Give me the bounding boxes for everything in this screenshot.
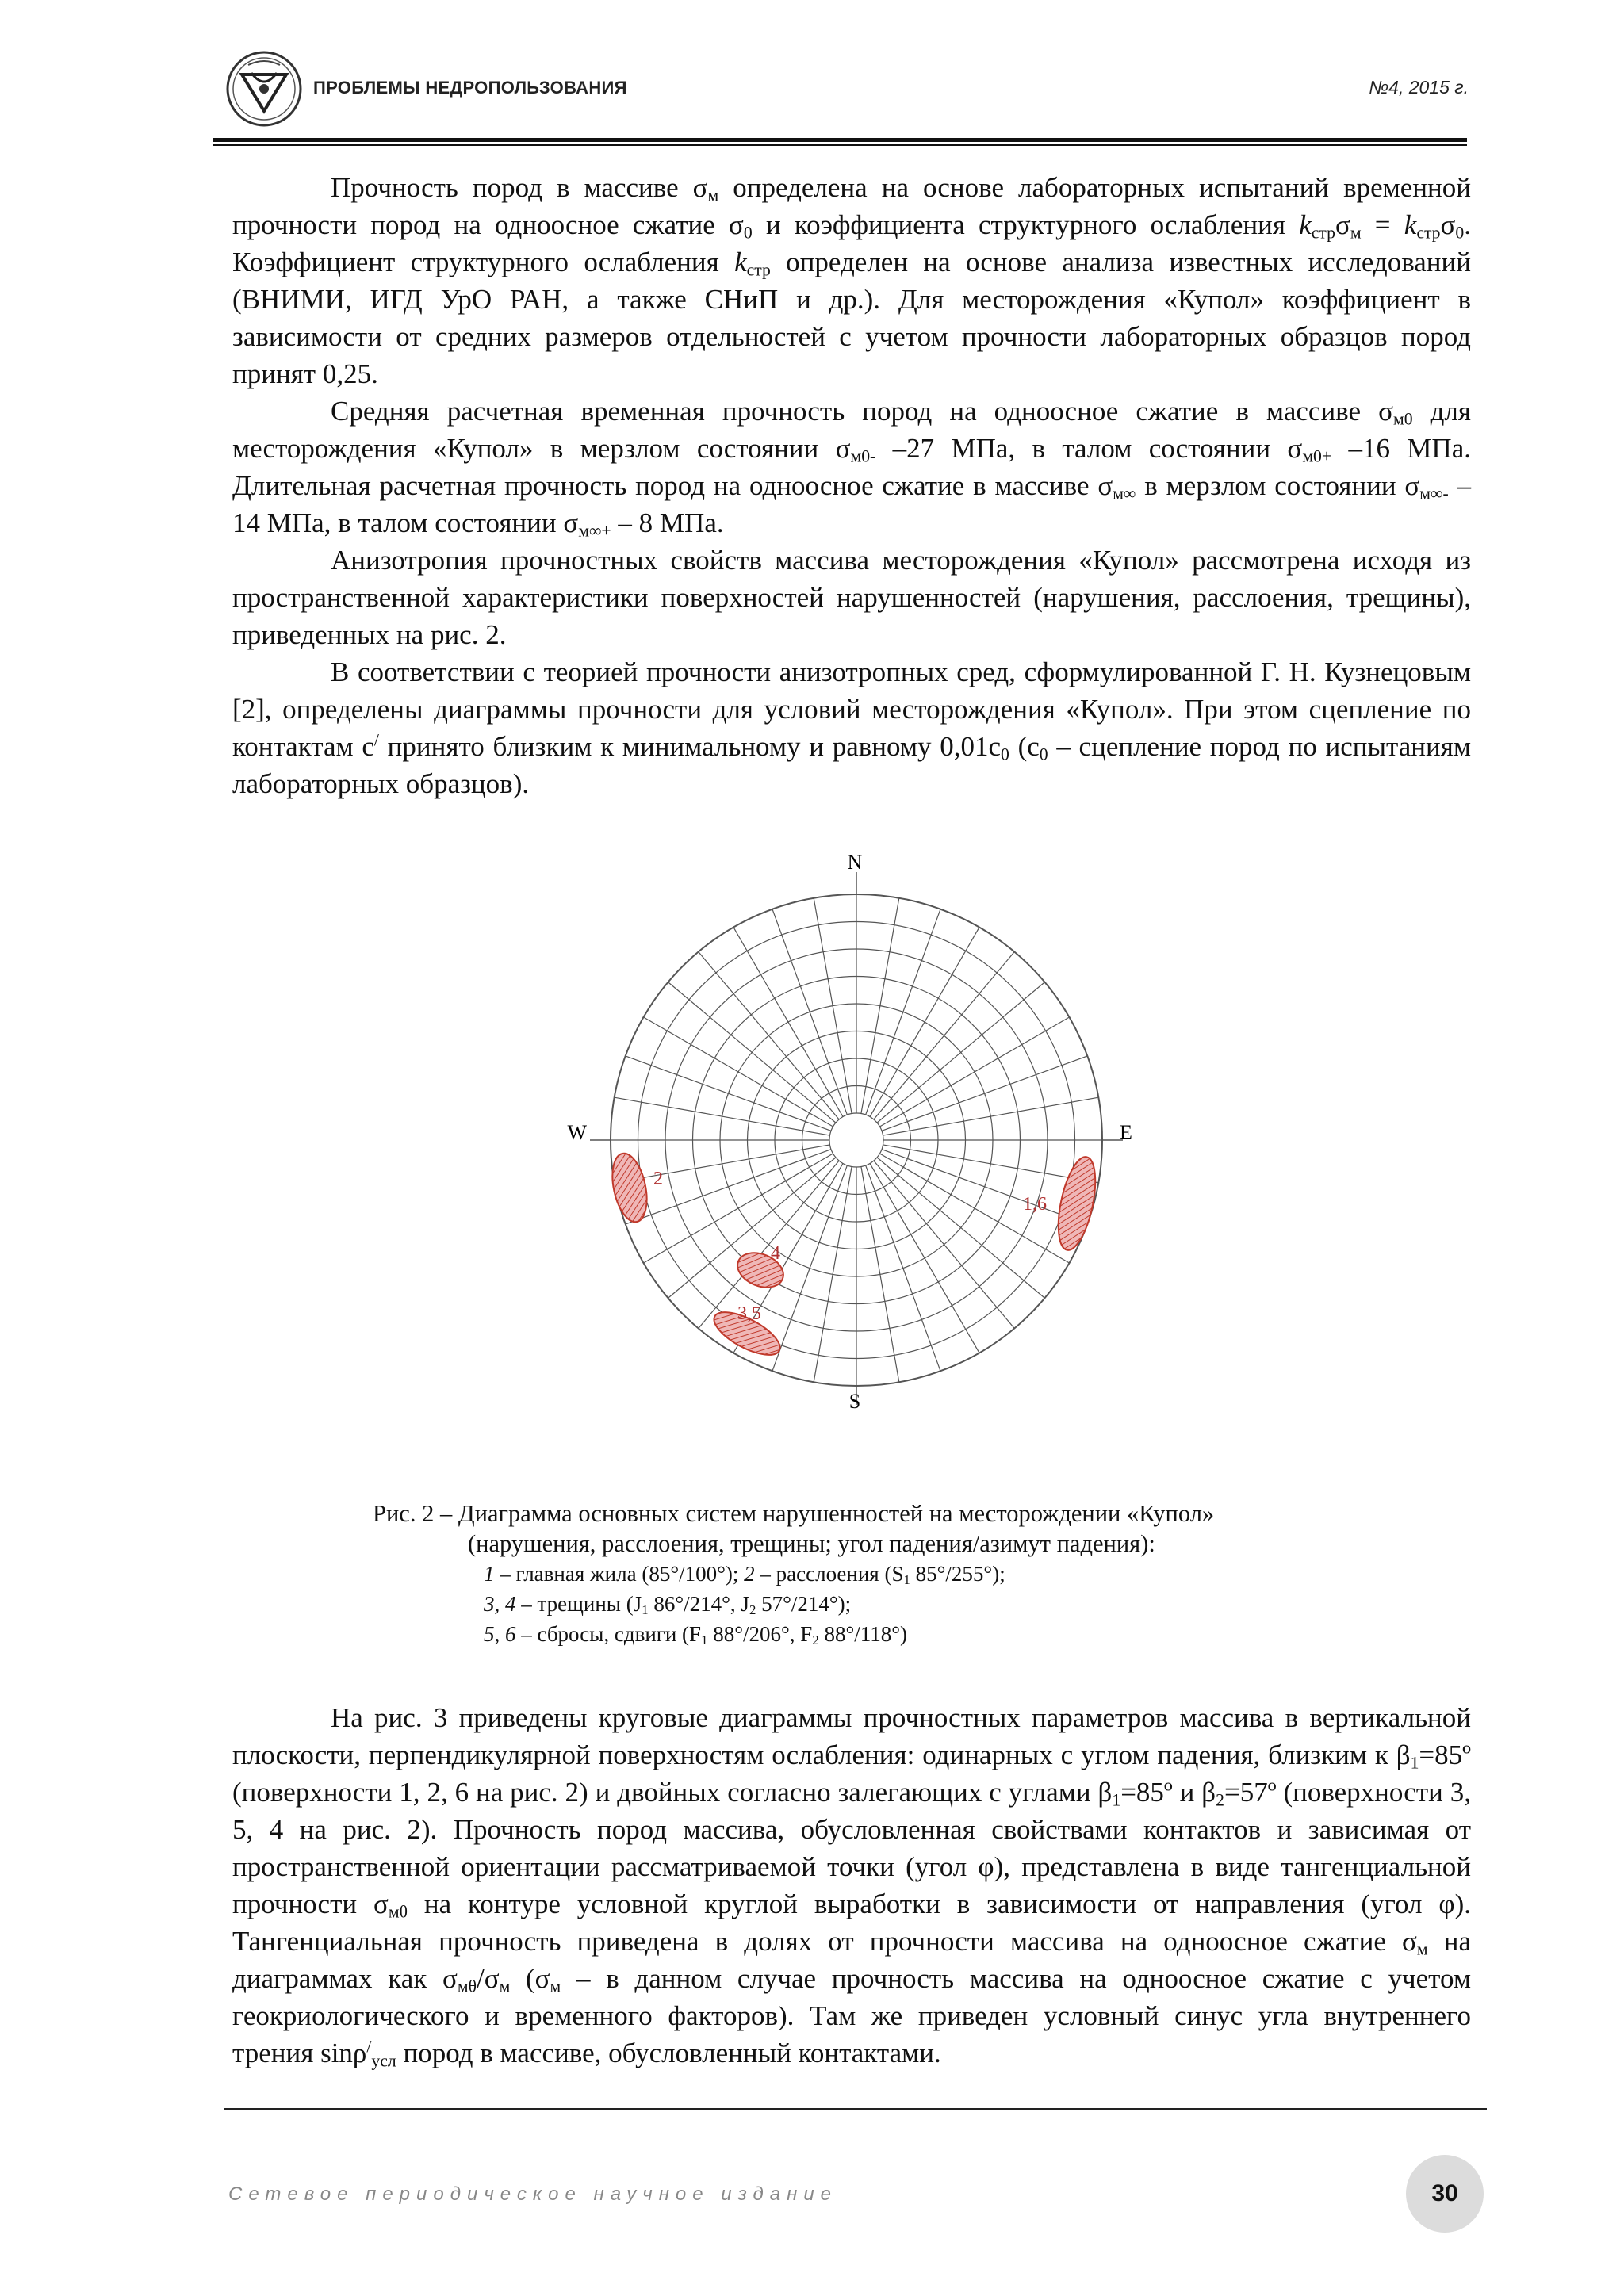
paragraph-5: На рис. 3 приведены круговые диаграммы прочностных параметров массива в вертикальной плоскости, перпендикулярной поверхностям ослабления: одинарных с углом падения, близким к $\beta_1=85º$ (поверхности 1, 2, 6 на рис. 2) и двойных согласно залегающих с углами $\beta_1=85º$ и $\beta_2=57º$ (поверхности 3, 5, 4 на рис. 2). Прочность пород массива, обусловленная свойствами контактов и зависимая от пространственной ориентации рассматриваемой точки (угол φ), представлена в виде тангенциальной прочности $\sigma_{м\theta}$ на контуре условной круглой выработки в зависимости от направления (угол φ). Тангенциальная прочность приведена в долях от прочности массива на одноосное сжатие $\sigma_м$ на диаграммах как $\sigma_{м\theta}/\sigma_м$ ($\sigma_м$ – в данном случае прочность массива на одноосное сжатие с учетом геокриологического и временного факторов). Там же приведен условный синус угла внутреннего трения sinρ/$_{усл}$ пород в массиве, обусловленный контактами. [232, 1702, 1471, 2071]
header-rule-thin [213, 144, 1467, 146]
grid-radial [883, 1097, 1098, 1135]
grid-radial [814, 898, 852, 1114]
stereonet-figure [555, 840, 1158, 1443]
footer-publication-note: Сетевое периодическое научное издание [228, 2183, 838, 2205]
body-text-top [232, 169, 1471, 802]
figure-caption [373, 1498, 1483, 1649]
grid-radial [870, 1163, 979, 1353]
zone-label-2: 2 [653, 1169, 663, 1189]
grid-radial [861, 898, 899, 1114]
paragraph-4: В соответствии с теорией прочности анизотропных сред, сформулированной Г. Н. Кузнецовым [2], определены диаграммы прочности для условий месторождения «Купол». При этом сцепление по контактам с/ принято близким к минимальному и равному $0,01с_0$ ($с_0$ – сцепление пород по испытаниям лабораторных образцов). [232, 656, 1471, 799]
stereonet-diagram [555, 840, 1158, 1443]
grid-radial [861, 1166, 899, 1382]
caption-item-1: 1 – главная жила (85°/100°); 2 – расслоения ($S_1$ 85°/255°); [484, 1562, 1005, 1588]
logo-emblem-icon [224, 49, 304, 128]
grid-radial [733, 928, 843, 1117]
grid-radial [870, 928, 979, 1117]
zone-label-4: 4 [771, 1243, 780, 1264]
grid-radial [615, 1097, 830, 1135]
east-label: E [1120, 1121, 1132, 1144]
grid-radial [879, 1017, 1069, 1127]
journal-title: ПРОБЛЕМЫ НЕДРОПОЛЬЗОВАНИЯ [313, 78, 627, 98]
zone-label-3-5: 3,5 [737, 1303, 761, 1324]
zone-label-1-6: 1,6 [1023, 1194, 1047, 1215]
grid-radial [644, 1154, 833, 1263]
header-rule-thick [213, 138, 1467, 142]
paragraph-1: Прочность пород в массиве $\sigma_м$ определена на основе лабораторных испытаний временной прочности пород на одноосное сжатие $\sigma_0$ и коэффициента структурного ослабления $k_{стр}\sigma_м = k_{стр}\sigma_0$. Коэффициент структурного ослабления $k_{стр}$ определен на основе анализа известных исследований (ВНИМИ, ИГД УрО РАН, а также СНиП и др.). Для месторождения «Купол» коэффициент в зависимости от средних размеров отдельностей с учетом прочности лабораторных образцов пород принят 0,25. [232, 172, 1471, 389]
grid-radial [814, 1166, 852, 1382]
caption-line-1: Рис. 2 – Диаграмма основных систем нарушенностей на месторождении «Купол» [373, 1500, 1215, 1527]
caption-item-2: 3, 4 – трещины ($J_1$ 86°/214°, $J_2$ 57°/214°); [484, 1592, 852, 1618]
grid-circle [829, 1113, 883, 1167]
south-label: S [848, 1390, 861, 1413]
grid-radial [615, 1145, 830, 1183]
grid-radial [883, 1145, 1098, 1183]
zone-2 [607, 1150, 652, 1225]
north-label: N [847, 851, 863, 874]
paragraph-2: Средняя расчетная временная прочность пород на одноосное сжатие в массиве $\sigma_{м0}$ для месторождения «Купол» в мерзлом состоянии $\sigma_{м0-}$ –27 МПа, в талом состоянии $\sigma_{м0+}$ –16 МПа. Длительная расчетная прочность пород на одноосное сжатие в массиве $\sigma_{м\infty}$ в мерзлом состоянии $\sigma_{м\infty-}$ –14 МПа, в талом состоянии $\sigma_{м\infty+} - 8$ МПа. [232, 396, 1471, 541]
issue-number: №4, 2015 г. [1369, 77, 1469, 98]
polar-grid [590, 872, 1123, 1405]
footer-rule [224, 2108, 1487, 2110]
grid-radial [644, 1017, 833, 1127]
journal-logo [224, 49, 304, 128]
page-number: 30 [1406, 2155, 1484, 2233]
body-text-bottom [232, 1699, 1471, 2072]
caption-item-3: 5, 6 – сбросы, сдвиги ($F_1$ 88°/206°, $F_2$ 88°/118°) [484, 1622, 908, 1648]
paragraph-3: Анизотропия прочностных свойств массива месторождения «Купол» рассмотрена исходя из пространственной характеристики поверхностей нарушенностей (нарушения, расслоения, трещины), приведенных на рис. 2. [232, 545, 1471, 650]
caption-line-2: (нарушения, расслоения, трещины; угол падения/азимут падения): [468, 1530, 1155, 1557]
west-label: W [567, 1121, 587, 1144]
